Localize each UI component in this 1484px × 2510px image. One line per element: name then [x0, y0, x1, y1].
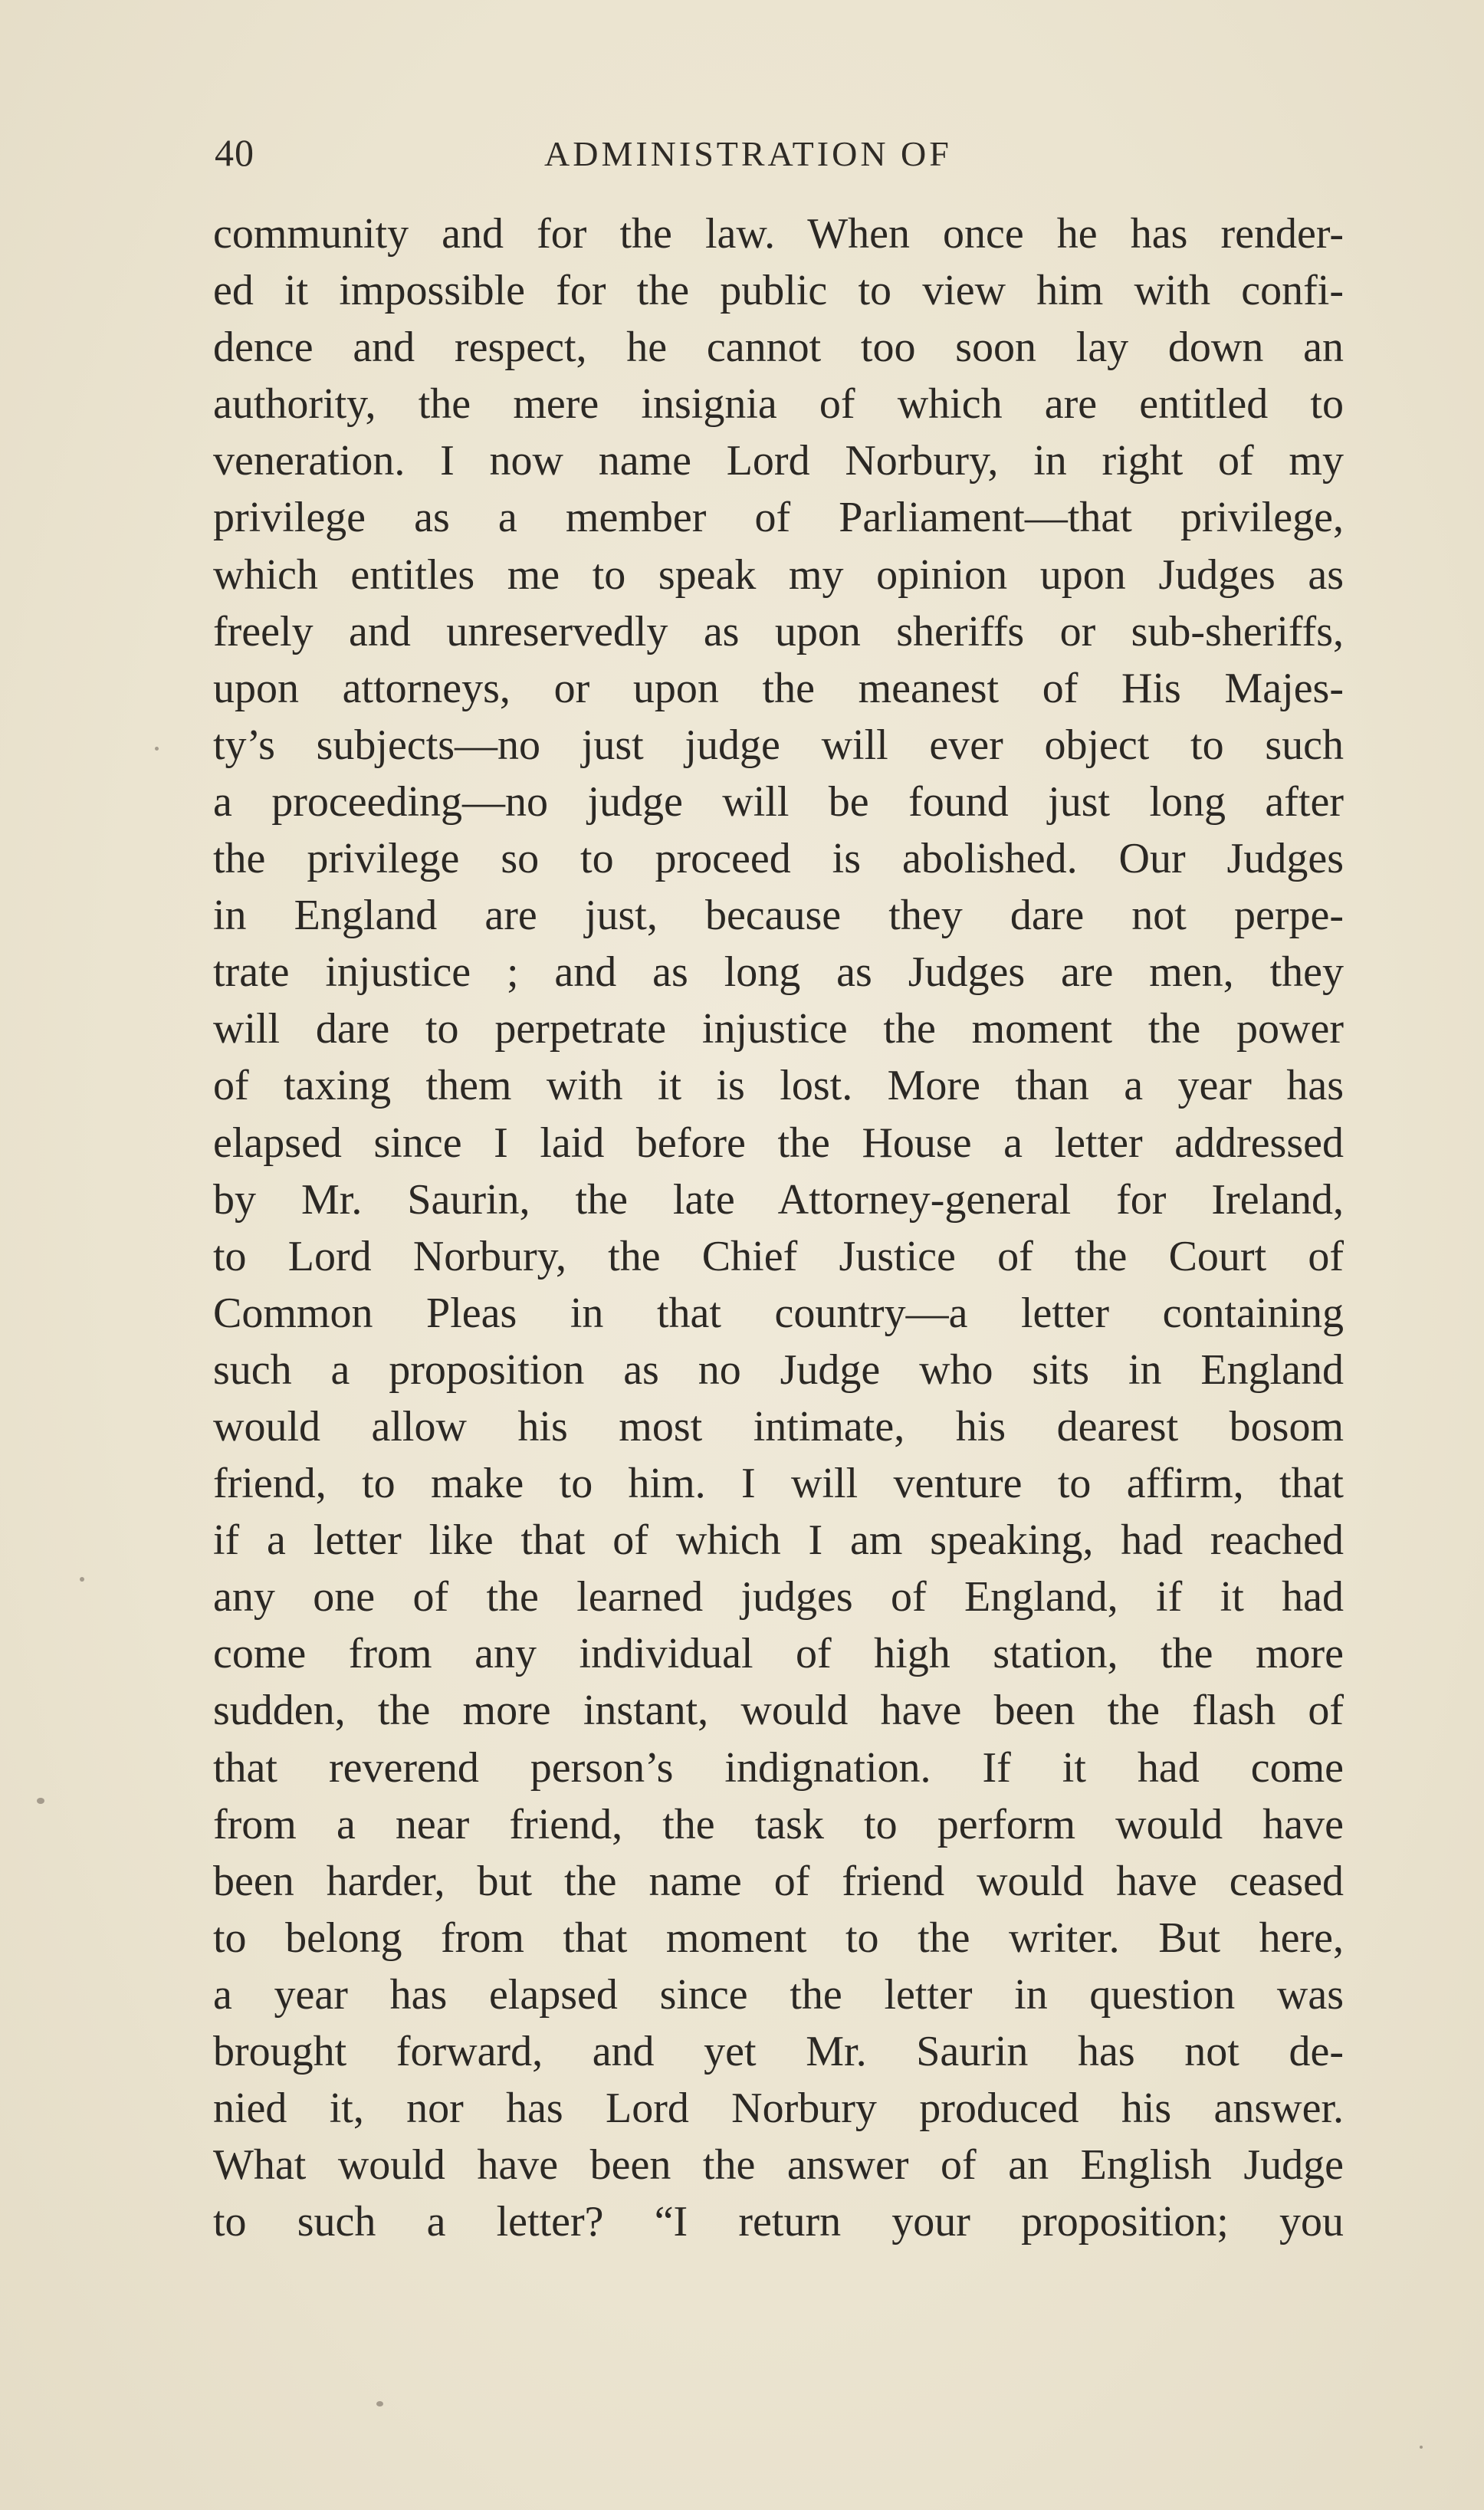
text-line: any one of the learned judges of England, if it had: [213, 1573, 1344, 1621]
text-line: authority, the mere insignia of which are entitled to: [213, 380, 1344, 429]
text-line: veneration. I now name Lord Norbury, in right of my: [213, 437, 1344, 485]
text-line: privilege as a member of Parliament—that privilege,: [213, 494, 1344, 542]
text-line: in England are just, because they dare not perpe-: [213, 892, 1344, 940]
text-line: community and for the law. When once he has render-: [213, 210, 1344, 258]
text-line: trate injustice ; and as long as Judges are men, they: [213, 948, 1344, 997]
text-line: upon attorneys, or upon the meanest of His Majes-: [213, 664, 1344, 712]
body-text: [213, 205, 1344, 2250]
text-line: elapsed since I laid before the House a letter addressed: [213, 1119, 1344, 1167]
text-line: been harder, but the name of friend would have ceased: [213, 1857, 1344, 1905]
text-line: Common Pleas in that country—a letter containing: [213, 1289, 1344, 1337]
text-line: that reverend person’s indignation. If it had come: [213, 1743, 1344, 1792]
text-line: of taxing them with it is lost. More than a year has: [213, 1062, 1344, 1110]
text-line: to belong from that moment to the writer. But here,: [213, 1914, 1344, 1962]
text-line: the privilege so to proceed is abolished. Our Judges: [213, 835, 1344, 883]
text-line: which entitles me to speak my opinion upon Judges as: [213, 550, 1344, 599]
text-line: a proceeding—no judge will be found just long after: [213, 777, 1344, 826]
paper-speck: [80, 1577, 84, 1582]
text-line: nied it, nor has Lord Norbury produced his answer.: [213, 2085, 1344, 2133]
text-line: ed it impossible for the public to view him with confi-: [213, 267, 1344, 315]
text-line: by Mr. Saurin, the late Attorney-general for Ireland,: [213, 1175, 1344, 1224]
text-line: to such a letter? “I return your proposition; you: [213, 2198, 1344, 2246]
running-head: [215, 130, 1341, 184]
text-line: will dare to perpetrate injustice the moment the power: [213, 1005, 1344, 1053]
text-line: sudden, the more instant, would have been the flash of: [213, 1687, 1344, 1735]
text-line: to Lord Norbury, the Chief Justice of the Court of: [213, 1232, 1344, 1280]
text-line: would allow his most intimate, his dearest bosom: [213, 1402, 1344, 1450]
text-line: a year has elapsed since the letter in question was: [213, 1970, 1344, 2019]
text-line: dence and respect, he cannot too soon lay down an: [213, 324, 1344, 372]
text-line: come from any individual of high station, the more: [213, 1630, 1344, 1678]
text-line: brought forward, and yet Mr. Saurin has not de-: [213, 2028, 1344, 2075]
page-number: 40: [215, 131, 254, 174]
paper-speck: [37, 1798, 44, 1804]
text-line: such a proposition as no Judge who sits in England: [213, 1345, 1344, 1394]
running-title: ADMINISTRATION OF: [544, 134, 952, 173]
paper-speck: [1420, 2446, 1423, 2449]
paper-speck: [155, 747, 159, 751]
text-line: from a near friend, the task to perform would have: [213, 1800, 1344, 1848]
text-line: What would have been the answer of an English Judge: [213, 2141, 1344, 2190]
text-line: ty’s subjects—no just judge will ever object to such: [213, 721, 1344, 769]
paper-speck: [376, 2401, 383, 2407]
text-line: freely and unreservedly as upon sheriffs or sub-sheriffs,: [213, 607, 1344, 655]
text-line: friend, to make to him. I will venture to affirm, that: [213, 1460, 1344, 1508]
text-line: if a letter like that of which I am speaking, had reached: [213, 1516, 1344, 1565]
